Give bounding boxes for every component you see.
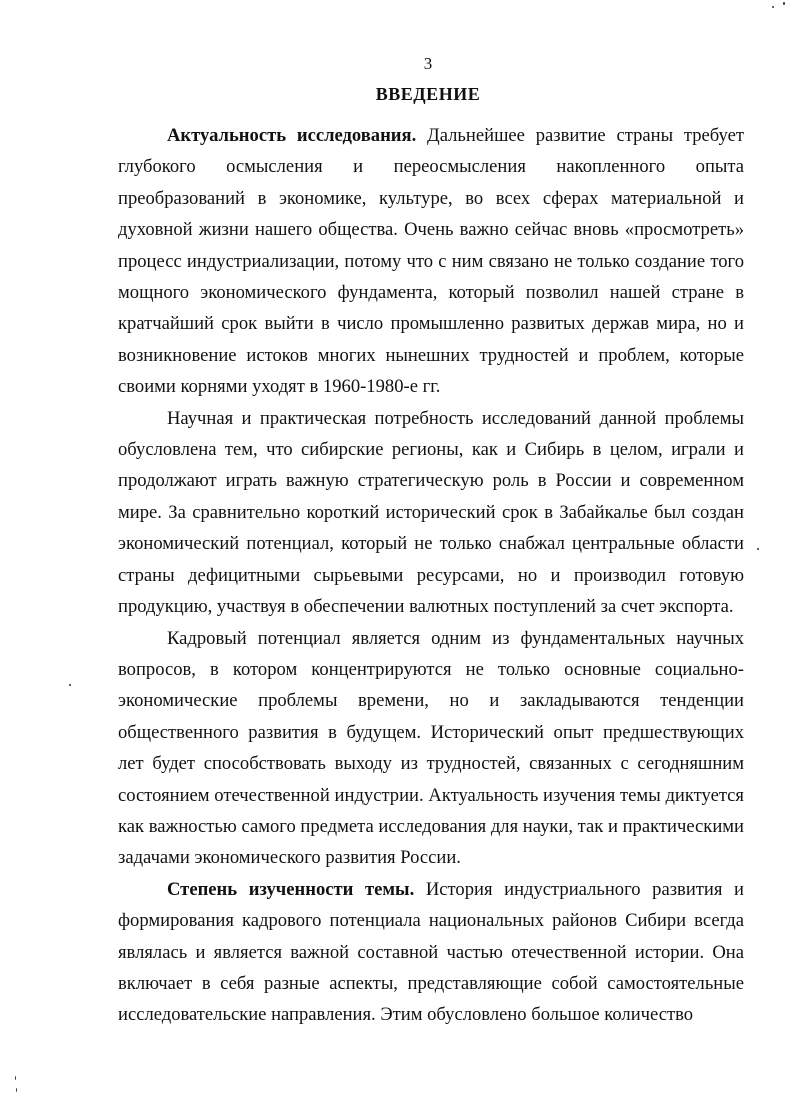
paragraph-need [118, 403, 744, 623]
paragraph-personnel [118, 623, 744, 874]
scan-speck [15, 1076, 16, 1080]
paragraph-lead: Степень изученности темы. [167, 878, 415, 900]
paragraph-text: Кадровый потенциал является одним из фундаментальных научных вопросов, в котором концентрируются не только основные социально-экономические проблемы времени, но и закладываются тенденции общественного развития в будущем. Исторический опыт предшествующих лет будет способствовать выходу из трудностей, связанных с сегодняшним состоянием отечественной индустрии. Актуальность изучения темы диктуется как важностью самого предмета исследования для науки, так и практическими задачами экономического развития России. [118, 627, 744, 869]
body-text [118, 120, 744, 1031]
scan-speck [757, 548, 759, 550]
paragraph-study-degree [118, 874, 744, 1031]
paragraph-lead: Актуальность исследования. [167, 125, 417, 146]
paragraph-text: Дальнейшее развитие страны требует глубокого осмысления и переосмысления накопленного опыта преобразований в экономике, культуре, во всех сферах материальной и духовной жизни нашего общества. Очень важно сейчас вновь «просмотреть» процесс индустриализации, потому что с ним связано не только создание того мощного экономического фундамента, который позволил нашей стране в кратчайший срок выйти в число промышленно развитых держав мира, но и возникновение истоков многих нынешних трудностей и проблем, которые своими корнями уходят в 1960-1980-е гг. [118, 125, 744, 398]
scan-speck [69, 684, 71, 686]
paragraph-text: История индустриального развития и формирования кадрового потенциала национальных районов Сибири всегда являлась и является важной составной частью отечественной истории. Она включает в себя разные аспекты, представляющие собой самостоятельные исследовательские направления. Этим обусловлено большое количество [118, 878, 744, 1026]
page-number: 3 [423, 54, 433, 73]
paragraph-text: Научная и практическая потребность исследований данной проблемы обусловлена тем, что сибирские регионы, как и Сибирь в целом, играли и продолжают играть важную стратегическую роль в России и современном мире. За сравнительно короткий исторический срок в Забайкалье был создан экономический потенциал, который не только снабжал центральные области страны дефицитными сырьевыми ресурсами, но и производил готовую продукцию, участвуя в обеспечении валютных поступлений за счет экспорта. [118, 407, 744, 618]
section-heading: ВВЕДЕНИЕ [375, 84, 481, 104]
scan-speck [772, 6, 774, 8]
paragraph-relevance [118, 120, 744, 403]
scan-speck [783, 2, 785, 5]
scan-speck [16, 1088, 17, 1092]
